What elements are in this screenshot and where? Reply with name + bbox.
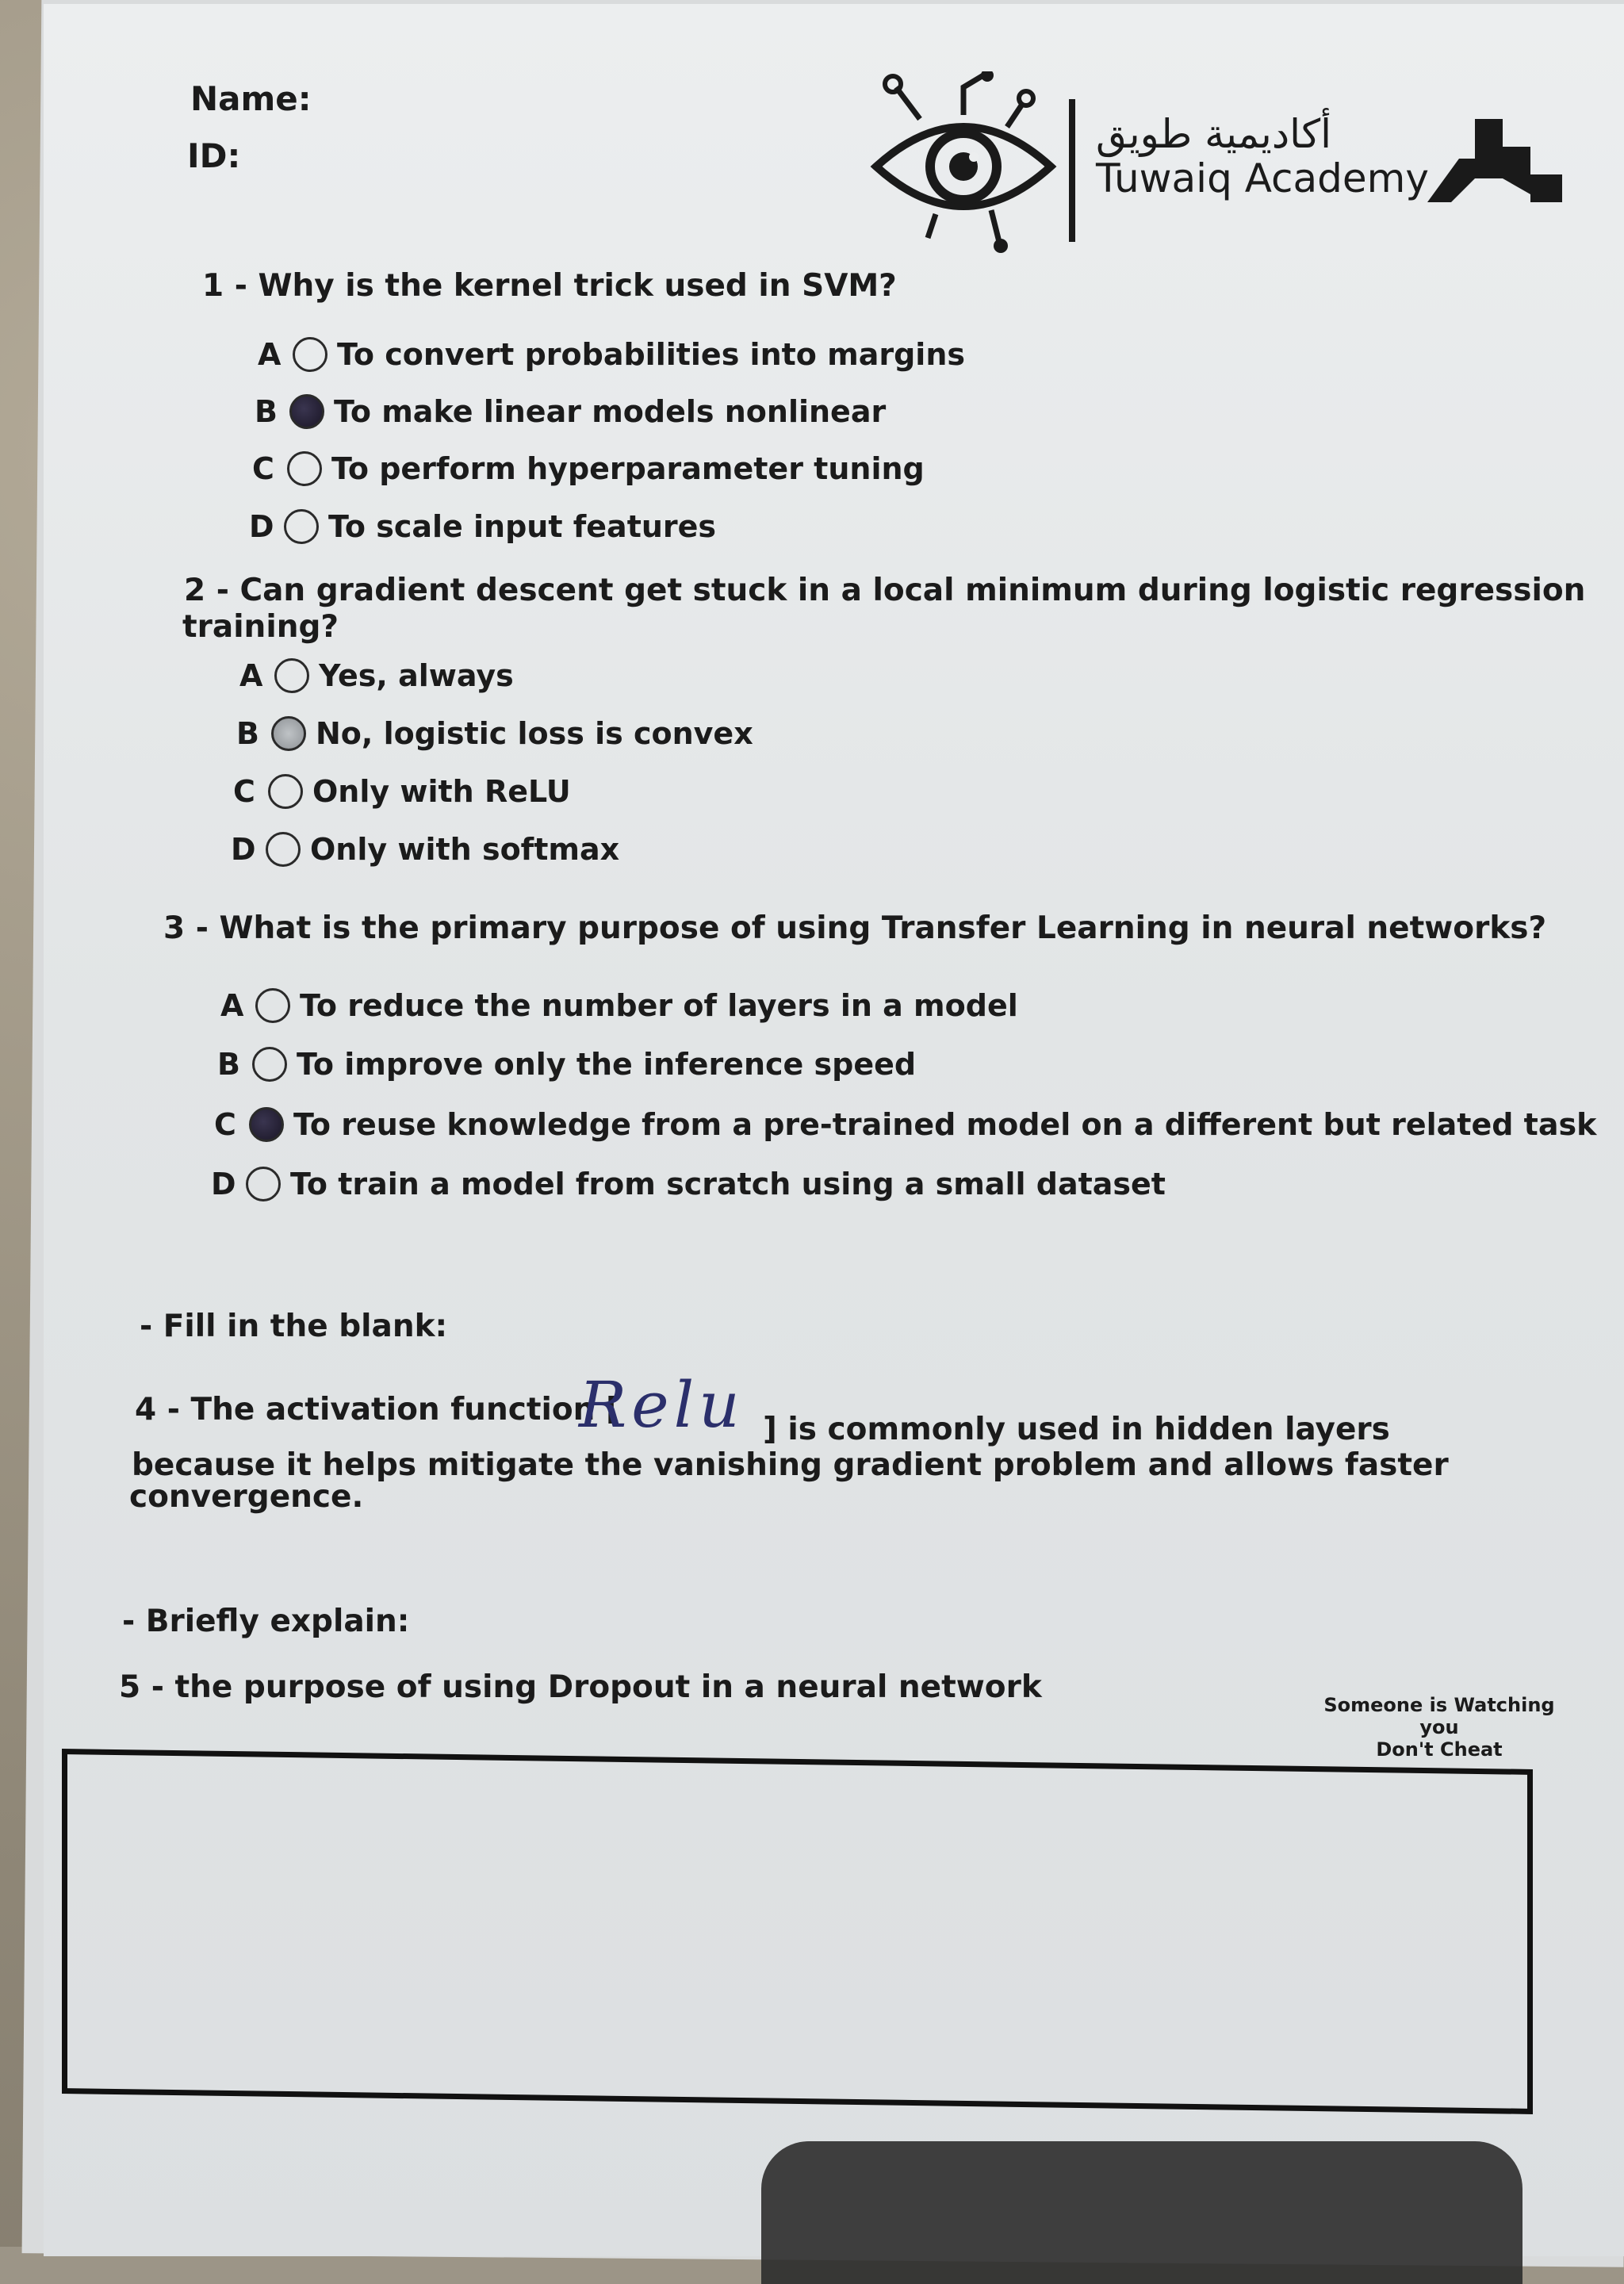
answer-box[interactable] (62, 1749, 1533, 2114)
q2-option-b[interactable] (236, 716, 753, 751)
answer-bubble[interactable] (252, 1047, 287, 1082)
option-letter: D (231, 832, 256, 867)
option-text: Only with softmax (310, 832, 620, 867)
option-text: To convert probabilities into margins (337, 337, 966, 372)
explain-heading: - Briefly explain: (122, 1604, 410, 1639)
answer-bubble-light[interactable] (271, 716, 306, 751)
option-text: To train a model from scratch using a small dataset (290, 1167, 1166, 1201)
option-letter: C (252, 451, 274, 486)
option-text: To reduce the number of layers in a model (300, 988, 1018, 1023)
option-letter: D (211, 1167, 236, 1201)
question-3-title: 3 - What is the primary purpose of using Transfer Learning in neural networks? (163, 910, 1547, 946)
q5-prompt: 5 - the purpose of using Dropout in a neural network (119, 1669, 1042, 1705)
brand-arabic-name: أكاديمية طويق (1096, 111, 1332, 157)
answer-bubble[interactable] (293, 337, 327, 372)
answer-bubble-filled[interactable] (289, 394, 324, 429)
answer-bubble[interactable] (284, 509, 319, 544)
answer-bubble[interactable] (246, 1167, 281, 1201)
option-letter: D (249, 509, 274, 544)
q3-option-a[interactable] (220, 988, 1018, 1023)
option-text: To reuse knowledge from a pre-trained model on a different but related task (293, 1107, 1597, 1142)
option-text: To improve only the inference speed (297, 1047, 917, 1082)
q1-option-b[interactable] (255, 394, 886, 429)
q4-suffix: ] is commonly used in hidden layers (763, 1412, 1390, 1447)
option-letter: B (217, 1047, 240, 1082)
option-text: Only with ReLU (312, 774, 571, 809)
warning-note-line-1: Someone is Watching you (1323, 1694, 1555, 1738)
warning-note-line-2: Don't Cheat (1376, 1738, 1503, 1761)
tuwaiq-mountain-logo-icon (1427, 115, 1570, 206)
q2-option-c[interactable] (233, 774, 571, 809)
option-letter: A (239, 658, 263, 693)
question-1-title: 1 - Why is the kernel trick used in SVM? (202, 268, 897, 304)
answer-bubble[interactable] (255, 988, 290, 1023)
option-letter: A (220, 988, 244, 1023)
answer-bubble[interactable] (268, 774, 303, 809)
hand-shadow (761, 2141, 1522, 2284)
q1-option-a[interactable] (258, 337, 965, 372)
question-2-title: 2 - Can gradient descent get stuck in a local minimum during logistic regression (184, 573, 1586, 608)
answer-bubble[interactable] (266, 832, 301, 867)
option-letter: A (258, 337, 282, 372)
q2-option-d[interactable] (231, 832, 619, 867)
option-letter: B (236, 716, 259, 751)
option-letter: C (233, 774, 255, 809)
q4-line-3: convergence. (129, 1479, 364, 1515)
answer-bubble[interactable] (274, 658, 309, 693)
option-text: To scale input features (328, 509, 717, 544)
answer-bubble[interactable] (287, 451, 322, 486)
q4-line-2: because it helps mitigate the vanishing gradient problem and allows faster (132, 1447, 1449, 1483)
question-2-title-cont: training? (182, 609, 339, 645)
option-text: To make linear models nonlinear (334, 394, 887, 429)
option-text: Yes, always (319, 658, 514, 693)
id-label: ID: (187, 136, 241, 175)
q1-option-d[interactable] (249, 509, 716, 544)
brand-english-name: Tuwaiq Academy (1096, 155, 1429, 201)
warning-note (1316, 1694, 1562, 1761)
option-letter: C (214, 1107, 236, 1142)
option-letter: B (255, 394, 278, 429)
answer-bubble-filled[interactable] (249, 1107, 284, 1142)
logo-divider (1069, 99, 1075, 242)
handwritten-answer[interactable]: Relu (579, 1368, 745, 1442)
name-label: Name: (190, 79, 312, 118)
option-text: To perform hyperparameter tuning (331, 451, 925, 486)
q2-option-a[interactable] (239, 658, 514, 693)
option-text: No, logistic loss is convex (316, 716, 753, 751)
eye-circuit-logo-icon (864, 71, 1063, 254)
q3-option-d[interactable] (211, 1167, 1166, 1201)
q3-option-c[interactable] (214, 1107, 1596, 1142)
q1-option-c[interactable] (252, 451, 925, 486)
fill-blank-heading: - Fill in the blank: (140, 1309, 448, 1344)
q4-prefix: 4 - The activation function [ (135, 1392, 620, 1428)
q3-option-b[interactable] (217, 1047, 916, 1082)
